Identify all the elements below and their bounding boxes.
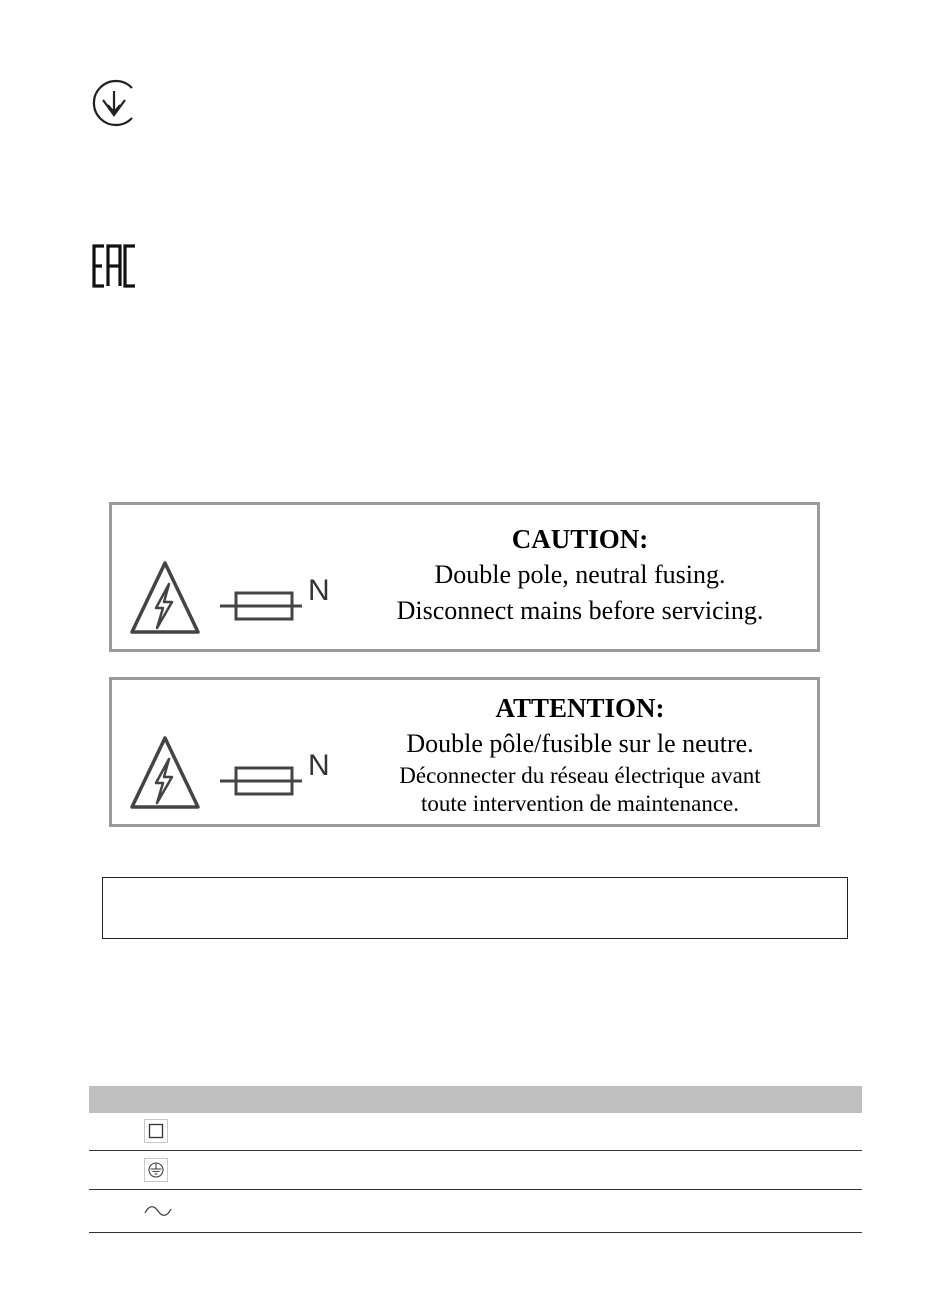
high-voltage-warning-icon <box>129 735 201 811</box>
table-header-row <box>89 1086 862 1113</box>
ukrainian-conformity-mark-icon <box>88 76 140 130</box>
alternating-current-icon <box>144 1204 172 1218</box>
attention-line-3: toute intervention de maintenance. <box>420 791 740 816</box>
class-ii-double-insulation-icon <box>144 1119 168 1143</box>
attention-title: ATTENTION: <box>495 693 665 723</box>
high-voltage-warning-icon <box>129 560 201 636</box>
protective-earth-icon <box>144 1158 168 1182</box>
fuse-symbol-icon <box>218 761 304 801</box>
attention-line-1: Double pôle/fusible sur le neutre. <box>406 729 754 758</box>
symbol-table <box>89 1086 862 1233</box>
fuse-symbol-icon <box>218 586 304 626</box>
neutral-label: N <box>308 749 330 782</box>
empty-text-box <box>102 877 848 939</box>
caution-line-2: Disconnect mains before servicing. <box>396 596 764 625</box>
caution-label-panel <box>109 502 820 652</box>
caution-line-1: Double pole, neutral fusing. <box>434 560 726 589</box>
caution-title: CAUTION: <box>511 524 649 554</box>
caution-text <box>358 521 802 629</box>
neutral-label: N <box>308 574 330 607</box>
eac-mark-icon <box>91 244 137 288</box>
table-row <box>89 1190 862 1233</box>
attention-text <box>358 690 802 818</box>
table-row <box>89 1151 862 1190</box>
attention-label-panel <box>109 677 820 827</box>
attention-line-2: Déconnecter du réseau électrique avant <box>399 763 761 788</box>
table-row <box>89 1113 862 1151</box>
